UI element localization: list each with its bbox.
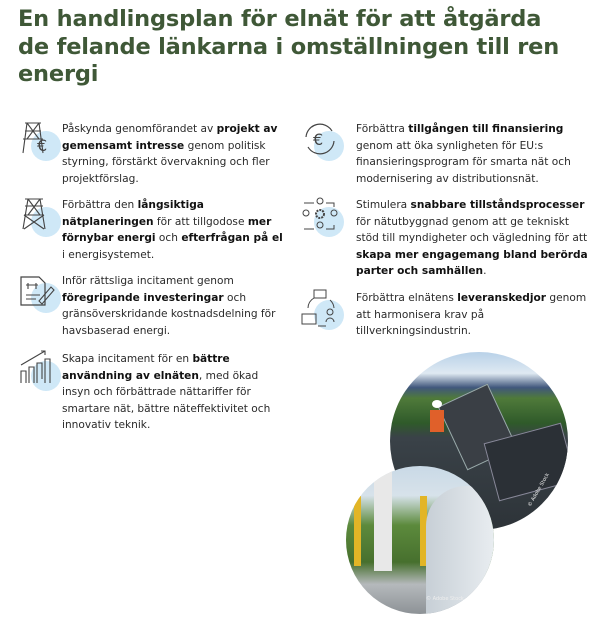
highlight-text: projekt av gemensamt intresse xyxy=(62,123,278,152)
body-text: och gränsöverskridande kostnadsdelning för havsbaserad energi. xyxy=(62,291,276,337)
body-text: Förbättra elnätens xyxy=(356,292,458,304)
body-text: Påskynda genomförandet av xyxy=(62,123,217,135)
euro-cycle-icon xyxy=(300,119,344,163)
body-text: . xyxy=(483,265,487,278)
body-text: genom att harmonisera krav på tillverkningsindustrin. xyxy=(356,292,587,338)
highlight-text: mer förnybar energi xyxy=(62,215,272,245)
body-text: i energisystemet. xyxy=(62,248,155,261)
body-text: genom politisk styrning, förstärkt övervakning och fler projektförslag. xyxy=(62,139,270,185)
body-text: Stimulera xyxy=(356,199,411,211)
highlight-text: föregripande investeringar xyxy=(62,291,224,304)
action-item xyxy=(62,273,287,339)
body-text: genom att öka synligheten för EU:s finansieringsprogram för smarta nät och modernisering av distributionsnät. xyxy=(356,139,571,185)
svg-text:€: € xyxy=(37,136,48,155)
body-text: för att tillgodose xyxy=(153,215,248,228)
pylon-euro-icon xyxy=(17,119,61,163)
action-item xyxy=(62,197,287,263)
photo-credit: © Adobe Stock xyxy=(526,472,551,508)
page-title: En handlingsplan för elnät för att åtgärda de felande länkarna i omställningen till ren energi xyxy=(18,6,560,87)
highlight-text: skapa mer engagemang bland berörda parter och samhällen xyxy=(356,248,588,278)
action-item xyxy=(356,290,591,340)
highlight-text: snabbare tillståndsprocesser xyxy=(410,199,585,211)
highlight-text: bättre användning av elnäten xyxy=(62,353,230,382)
body-text: Skapa incitament för en xyxy=(62,353,193,365)
growth-chart-icon xyxy=(17,349,61,393)
body-text: Förbättra den xyxy=(62,199,138,211)
body-text: , med ökad insyn och förbättrade nättariffer för smartare nät, bättre näteffektivitet och innovativ teknik. xyxy=(62,369,271,432)
photo-credit: © Adobe Stock xyxy=(426,596,464,602)
ev-charging-photo xyxy=(346,466,494,614)
supply-chain-icon xyxy=(300,288,344,332)
svg-text:€: € xyxy=(313,130,324,149)
body-text: för nätutbyggnad genom att ge tekniskt stöd till myndigheter och vägledning för att xyxy=(356,215,588,245)
highlight-text: leveranskedjor xyxy=(457,292,547,304)
body-text: Förbättra xyxy=(356,123,409,135)
pylon-icon xyxy=(17,195,61,239)
action-item xyxy=(356,197,591,280)
highlight-text: tillgången till finansiering xyxy=(408,123,564,135)
body-text: och xyxy=(155,232,182,245)
people-network-icon xyxy=(300,195,344,239)
legal-document-icon xyxy=(17,271,61,315)
action-item xyxy=(356,121,591,187)
action-item xyxy=(62,121,287,187)
highlight-text: långsiktiga nätplaneringen xyxy=(62,199,204,228)
action-item xyxy=(62,351,287,434)
body-text: Inför rättsliga incitament genom xyxy=(62,275,234,287)
highlight-text: efterfrågan på el xyxy=(181,232,283,245)
